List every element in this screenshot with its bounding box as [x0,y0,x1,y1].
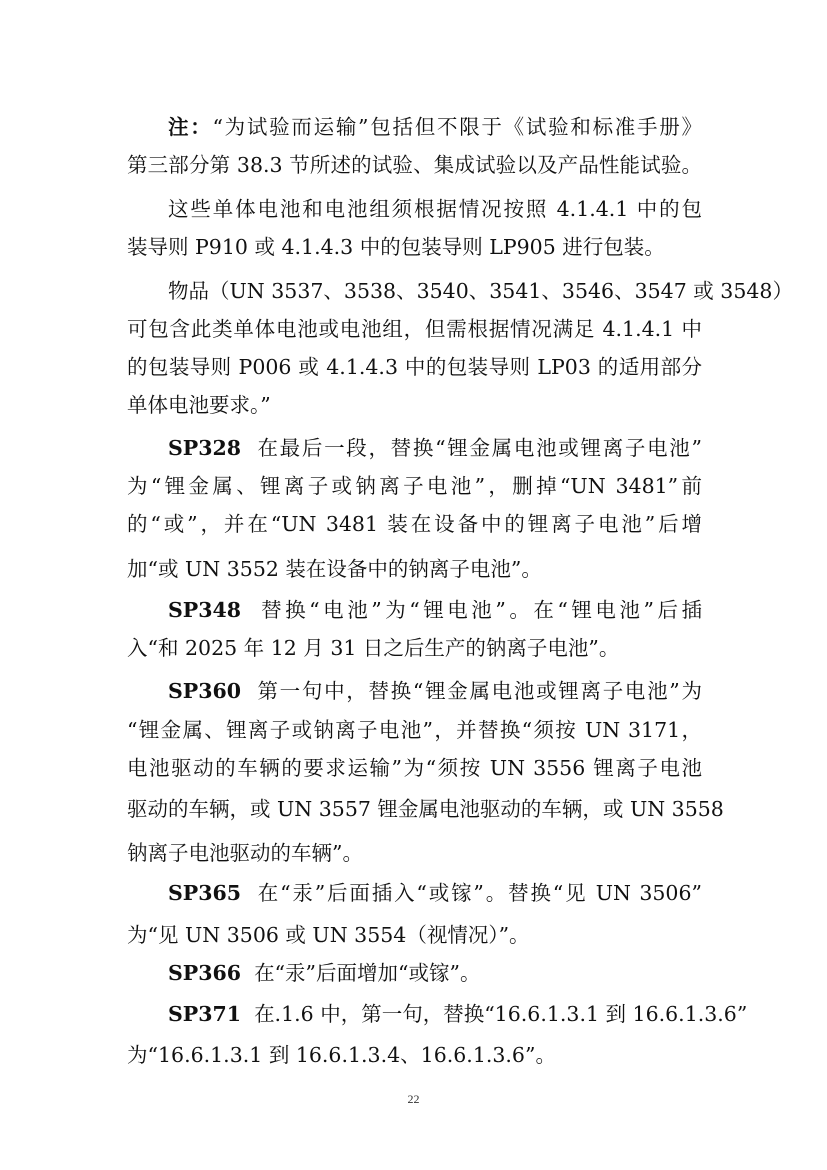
text-line: SP348 替换“电池”为“锂电池”。在“锂电池”后插 [168,598,702,622]
page-number: 22 [407,1092,420,1106]
text-line: 为“16.6.1.3.1 到 16.6.1.3.4、16.6.1.3.6”。 [127,1043,556,1067]
sp365-label: SP365 [168,881,242,905]
text-line: 驱动的车辆，或 UN 3557 锂金属电池驱动的车辆，或 UN 3558 [127,797,724,821]
text-line: SP365 在“汞”后面插入“或镓”。替换“见 UN 3506” [168,881,702,905]
text-line: 钠离子电池驱动的车辆”。 [127,841,363,865]
text-line: SP328 在最后一段，替换“锂金属电池或锂离子电池” [168,436,702,460]
text-line: SP360 第一句中，替换“锂金属电池或锂离子电池”为 [168,679,702,703]
sp328-label: SP328 [168,436,242,460]
text-line: 单体电池要求。” [127,393,271,417]
text-line: 入“和 2025 年 12 月 31 日之后生产的钠离子电池”。 [127,636,620,660]
text-line: 的包装导则 P006 或 4.1.4.3 中的包装导则 LP03 的适用部分 [127,355,702,379]
sp371-label: SP371 [168,1002,242,1026]
text-line: SP366 在“汞”后面增加“或镓”。 [168,961,481,985]
text-line: 为“见 UN 3506 或 UN 3554（视情况）”。 [127,923,530,947]
text-line: 的“或”，并在“UN 3481 装在设备中的锂离子电池”后增 [127,512,702,536]
sp360-label: SP360 [168,679,242,703]
text-line: 为“锂金属、锂离子或钠离子电池”，删掉“UN 3481”前 [127,474,702,498]
sp366-label: SP366 [168,961,242,985]
text-line: SP371 在.1.6 中，第一句，替换“16.6.1.3.1 到 16.6.1.3.6” [168,1002,748,1026]
text-line: 物品（UN 3537、3538、3540、3541、3546、3547 或 3548） [168,279,793,303]
text-line: 这些单体电池和电池组须根据情况按照 4.1.4.1 中的包 [168,197,702,221]
text-line: 加“或 UN 3552 装在设备中的钠离子电池”。 [127,557,542,581]
sp348-label: SP348 [168,598,242,622]
text-line: 可包含此类单体电池或电池组，但需根据情况满足 4.1.4.1 中 [127,317,702,341]
text-line: 第三部分第 38.3 节所述的试验、集成试验以及产品性能试验。 [127,153,702,177]
note-label: 注： [168,115,213,139]
text-line: “锂金属、锂离子或钠离子电池”，并替换“须按 UN 3171， [127,718,702,742]
text-line: 电池驱动的车辆的要求运输”为“须按 UN 3556 锂离子电池 [127,756,702,780]
text-line: 注：“为试验而运输”包括但不限于《试验和标准手册》 [168,115,702,139]
text-line: 装导则 P910 或 4.1.4.3 中的包装导则 LP905 进行包装。 [127,235,665,259]
